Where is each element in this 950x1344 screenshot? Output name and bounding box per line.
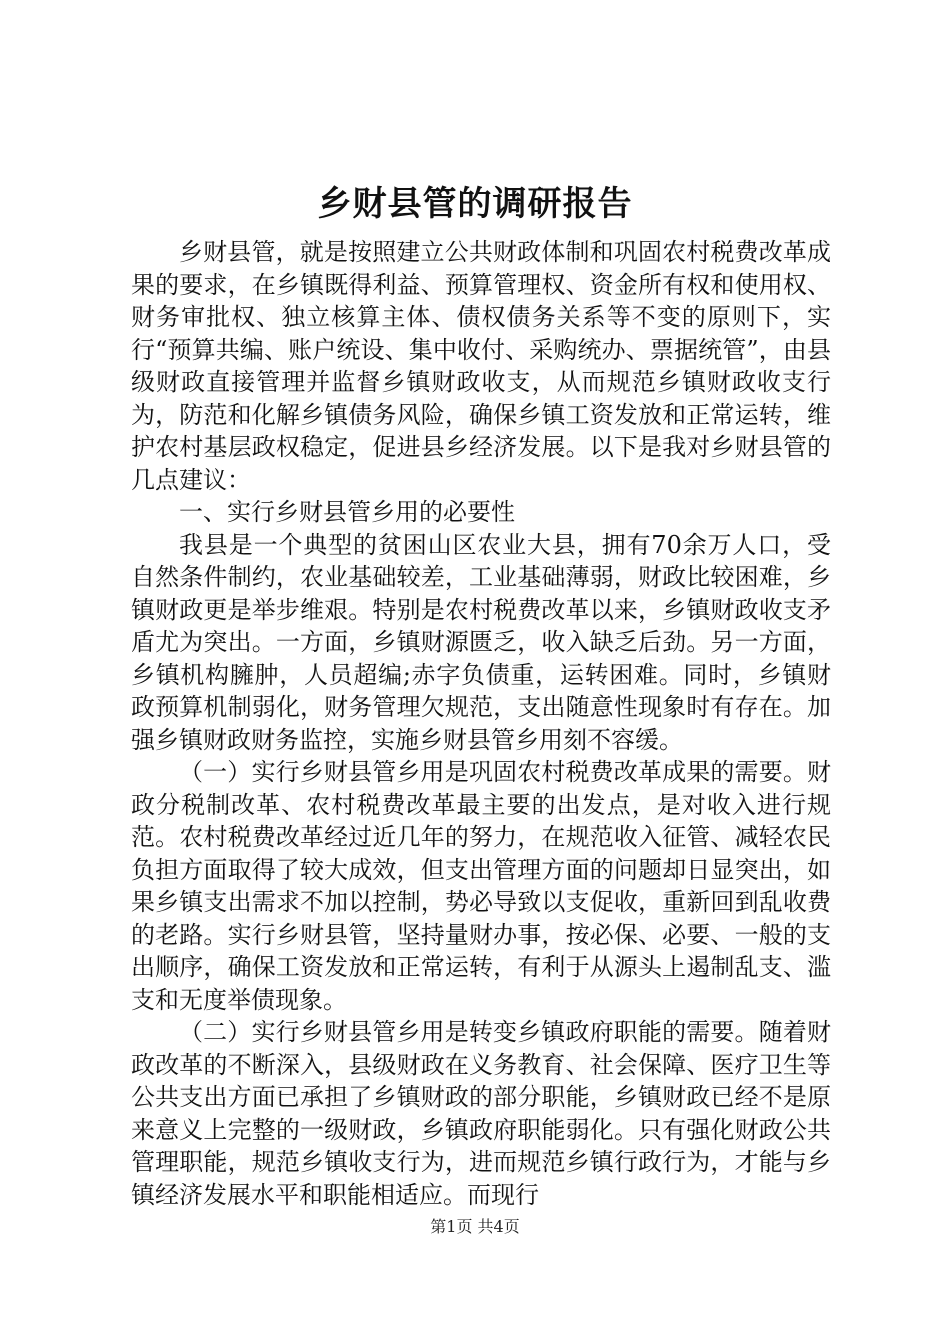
- paragraph-county-situation: 我县是一个典型的贫困山区农业大县，拥有70余万人口，受自然条件制约，农业基础较差，工业基础薄弱，财政比较困难，乡镇财政更是举步维艰。特别是农村税费改革以来，乡镇财政收支矛盾尤为突出。一方面，乡镇财源匮乏，收入缺乏后劲。另一方面，乡镇机构臃肿，人员超编;赤字负债重，运转困难。同时，乡镇财政预算机制弱化，财务管理欠规范，支出随意性现象时有存在。加强乡镇财政财务监控，实施乡财县管乡用刻不容缓。: [131, 530, 831, 754]
- paragraph-subsection-2: （二）实行乡财县管乡用是转变乡镇政府职能的需要。随着财政改革的不断深入，县级财政在义务教育、社会保障、医疗卫生等公共支出方面已承担了乡镇财政的部分职能，乡镇财政已经不是原来意义上完整的一级财政，乡镇政府职能弱化。只有强化财政公共管理职能，规范乡镇收支行为，进而规范乡镇行政行为，才能与乡镇经济发展水平和职能相适应。而现行: [131, 1018, 831, 1209]
- paragraph-intro: 乡财县管，就是按照建立公共财政体制和巩固农村税费改革成果的要求，在乡镇既得利益、预算管理权、资金所有权和使用权、财务审批权、独立核算主体、债权债务关系等不变的原则下，实行“预算共编、账户统设、集中收付、采购统办、票据统管”，由县级财政直接管理并监督乡镇财政收支，从而规范乡镇财政收支行为，防范和化解乡镇债务风险，确保乡镇工资发放和正常运转，维护农村基层政权稳定，促进县乡经济发展。以下是我对乡财县管的几点建议：: [131, 238, 831, 494]
- paragraph-subsection-1: （一）实行乡财县管乡用是巩固农村税费改革成果的需要。财政分税制改革、农村税费改革最主要的出发点，是对收入进行规范。农村税费改革经过近几年的努力，在规范收入征管、减轻农民负担方面取得了较大成效，但支出管理方面的问题却日显突出，如果乡镇支出需求不加以控制，势必导致以支促收，重新回到乱收费的老路。实行乡财县管，坚持量财办事，按必保、必要、一般的支出顺序，确保工资发放和正常运转，有利于从源头上遏制乱支、滥支和无度举债现象。: [131, 758, 831, 1014]
- document-body: [131, 236, 831, 1211]
- section-heading-1: 一、实行乡财县管乡用的必要性: [179, 498, 515, 526]
- page-footer: 第1页 共4页: [430, 1217, 520, 1236]
- document-title: 乡财县管的调研报告: [317, 184, 633, 224]
